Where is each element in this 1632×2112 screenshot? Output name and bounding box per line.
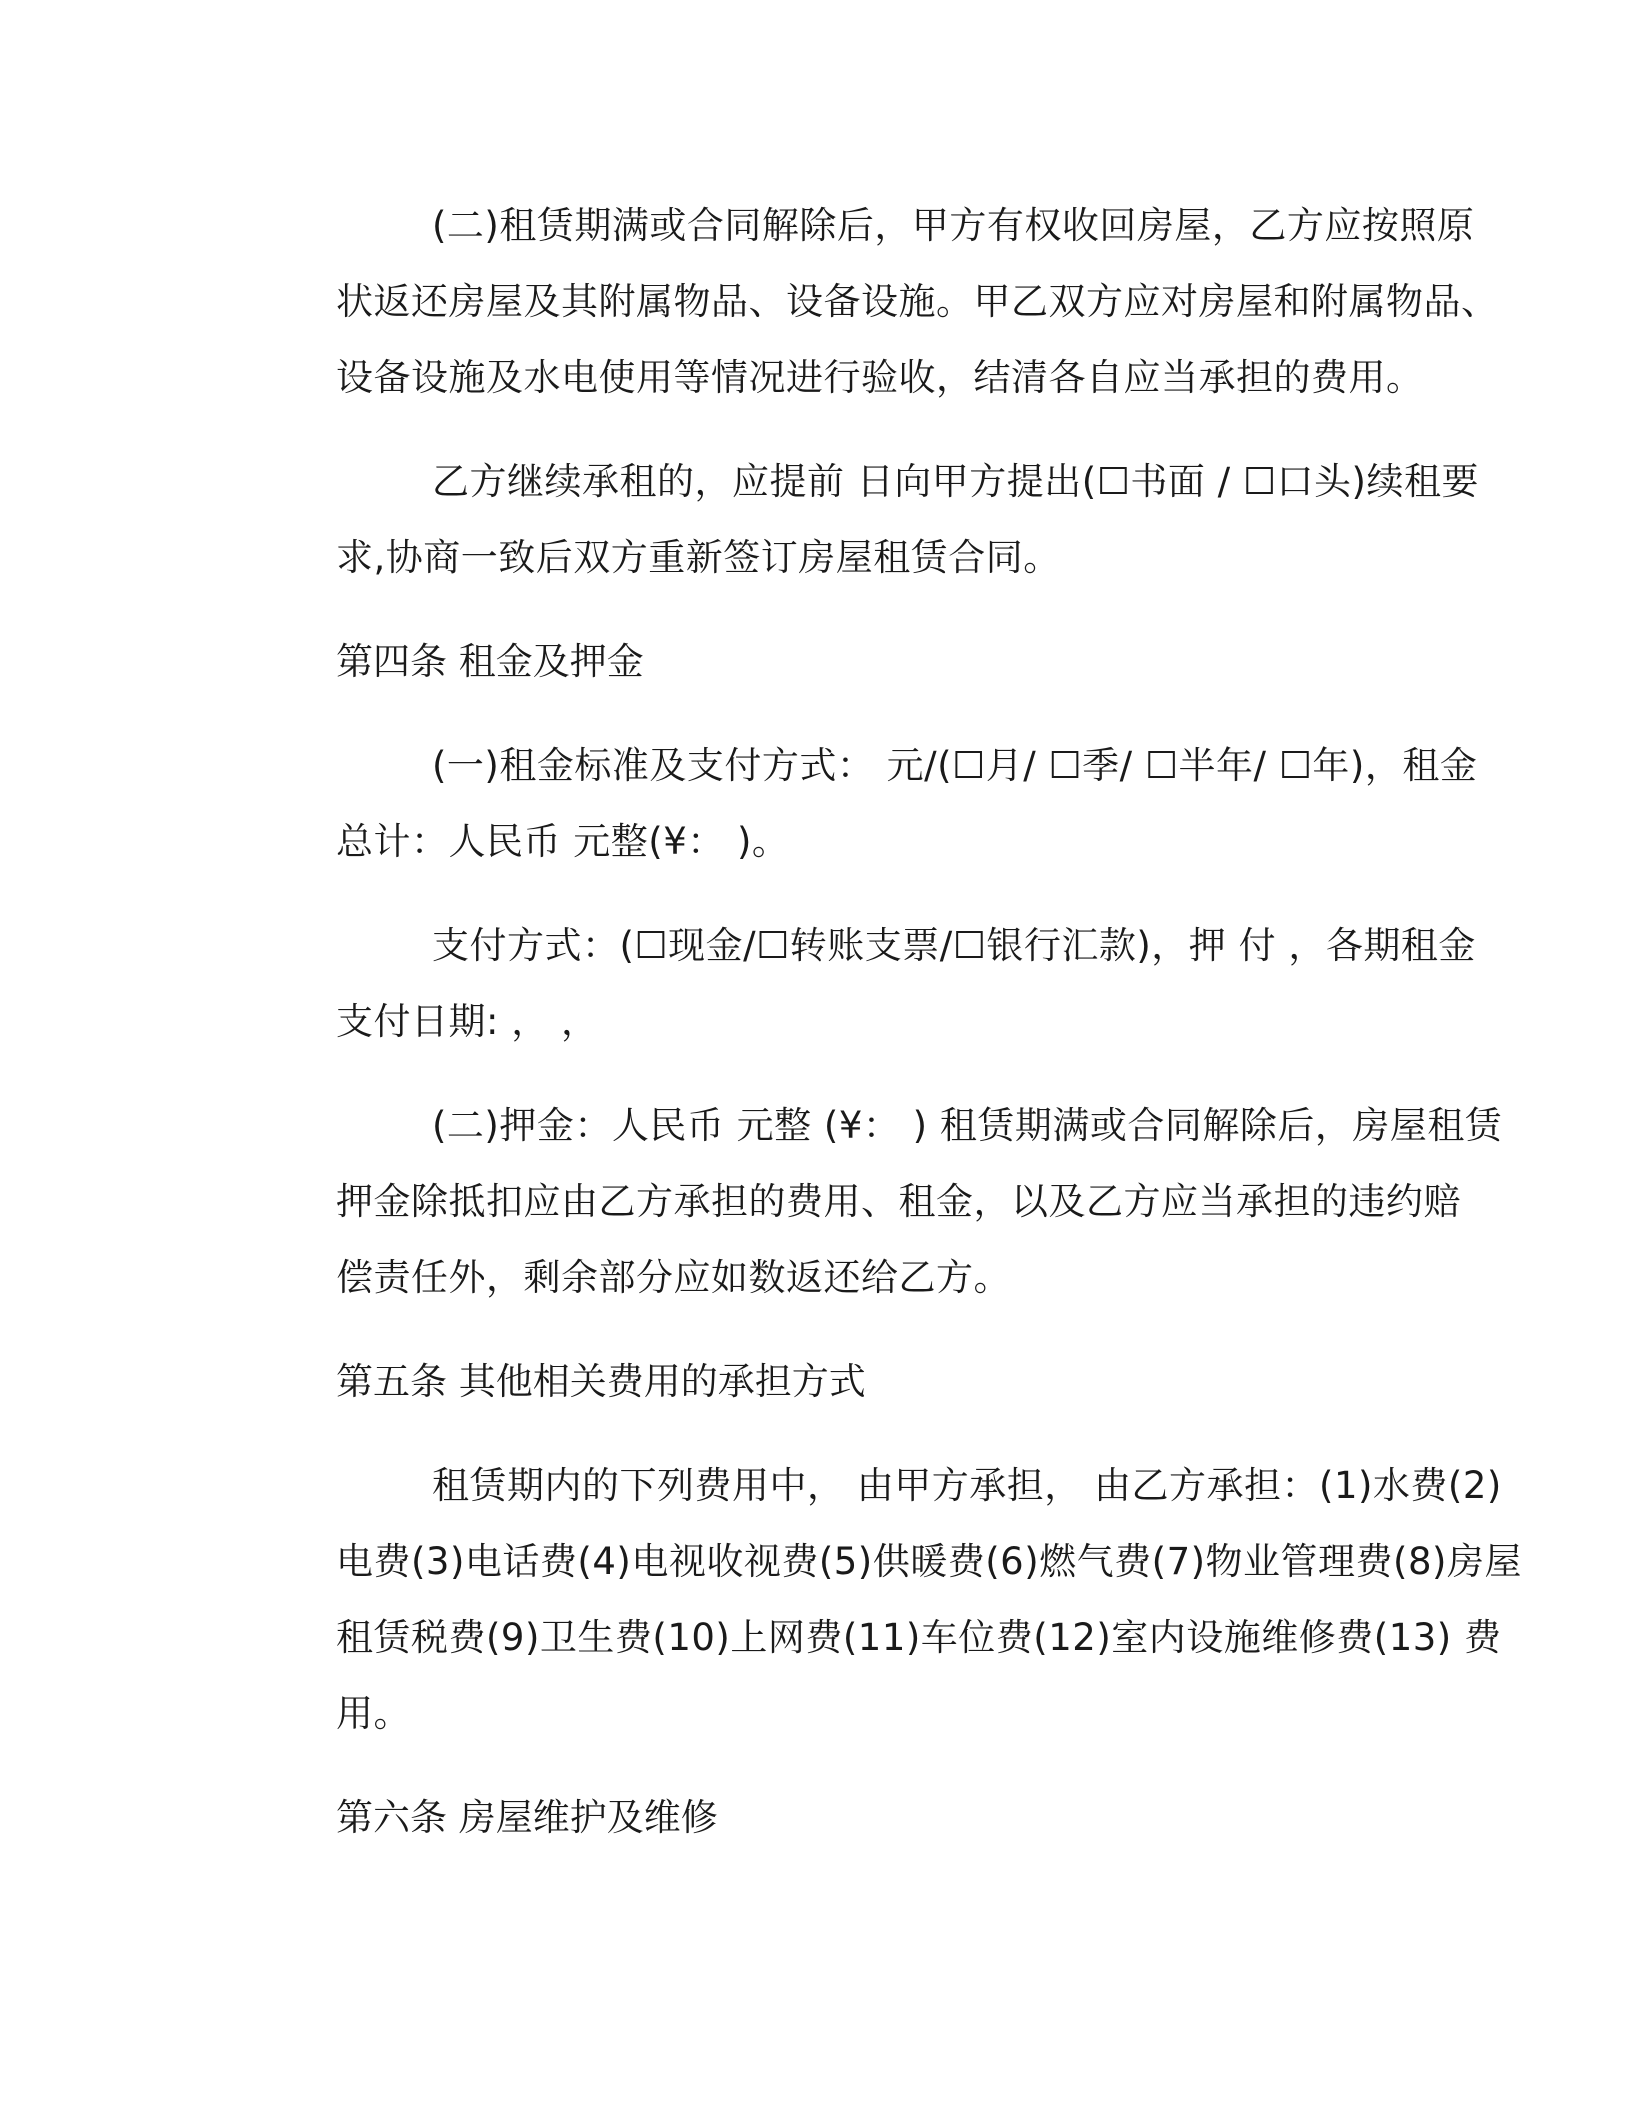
paragraph-fees (240, 1448, 1522, 1752)
text-line: 求,协商一致后双方重新签订房屋租赁合同。 (336, 536, 1061, 579)
text-line: 乙方继续承租的，应提前 日向甲方提出(☐书面 / ☐口头)续租要 (432, 460, 1479, 503)
text-line: 总计：人民币 元整(¥： )。 (336, 820, 790, 863)
text-line: 支付日期: ， ， (336, 1000, 599, 1043)
text-line: 租赁税费(9)卫生费(10)上网费(11)车位费(12)室内设施维修费(13) 费 (336, 1616, 1502, 1659)
paragraph-rent-standard (240, 728, 1478, 880)
text-line: 租赁期内的下列费用中， 由甲方承担， 由乙方承担：(1)水费(2) (432, 1464, 1502, 1507)
text-line: 支付方式：(☐现金/☐转账支票/☐银行汇款)，押 付 ，各期租金 (432, 924, 1476, 967)
text-line: 偿责任外，剩余部分应如数返还给乙方。 (336, 1256, 1011, 1299)
article-5-heading: 第五条 其他相关费用的承担方式 (336, 1360, 866, 1403)
text-line: 电费(3)电话费(4)电视收视费(5)供暖费(6)燃气费(7)物业管理费(8)房屋 (336, 1540, 1522, 1583)
document-page (240, 188, 1522, 1856)
paragraph-clause-3-2 (240, 188, 1499, 416)
text-line: (二)押金：人民币 元整 (¥： ) 租赁期满或合同解除后，房屋租赁 (432, 1104, 1503, 1147)
text-line: 押金除抵扣应由乙方承担的费用、租金，以及乙方应当承担的违约赔 (336, 1180, 1461, 1223)
paragraph-renewal (240, 444, 1479, 596)
article-4-heading: 第四条 租金及押金 (336, 640, 644, 683)
text-line: (二)租赁期满或合同解除后，甲方有权收回房屋，乙方应按照原 (432, 204, 1475, 247)
paragraph-deposit (240, 1088, 1503, 1316)
paragraph-payment-method (240, 908, 1476, 1060)
text-line: 状返还房屋及其附属物品、设备设施。甲乙双方应对房屋和附属物品、 (336, 280, 1499, 323)
text-line: 设备设施及水电使用等情况进行验收，结清各自应当承担的费用。 (336, 356, 1424, 399)
text-line: (一)租金标准及支付方式： 元/(☐月/ ☐季/ ☐半年/ ☐年)，租金 (432, 744, 1478, 787)
text-line: 用。 (336, 1692, 411, 1735)
article-6-heading: 第六条 房屋维护及维修 (336, 1796, 718, 1839)
